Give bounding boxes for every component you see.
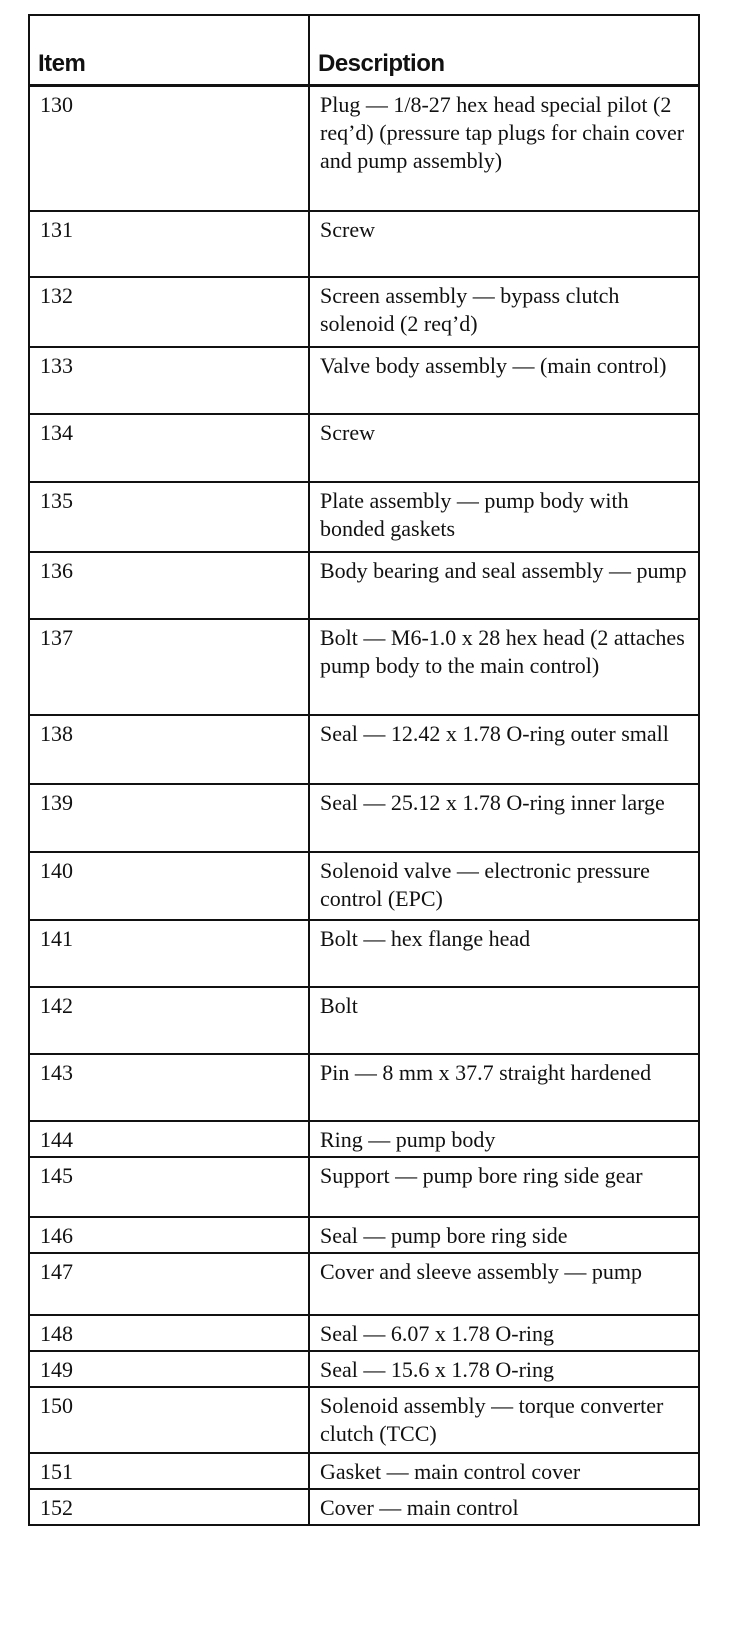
description-cell: Solenoid valve — electronic pressure control (EPC): [309, 852, 699, 920]
table-row: [29, 85, 699, 211]
item-number-cell: 141: [29, 920, 309, 987]
description-cell: Bolt — hex flange head: [309, 920, 699, 987]
table-row: [29, 619, 699, 715]
item-number-cell: 140: [29, 852, 309, 920]
item-number-cell: 152: [29, 1489, 309, 1525]
table-row: [29, 1489, 699, 1525]
item-number-cell: 145: [29, 1157, 309, 1217]
table-row: [29, 414, 699, 482]
table-row: [29, 347, 699, 414]
table-row: [29, 715, 699, 784]
table-header: [29, 15, 699, 85]
description-cell: Cover and sleeve assembly — pump: [309, 1253, 699, 1315]
table-row: [29, 1217, 699, 1253]
description-cell: Support — pump bore ring side gear: [309, 1157, 699, 1217]
table-row: [29, 277, 699, 347]
item-number-cell: 130: [29, 85, 309, 211]
table-row: [29, 482, 699, 552]
table-row: [29, 552, 699, 619]
table-row: [29, 211, 699, 277]
description-cell: Plug — 1/8-27 hex head special pilot (2 req’d) (pressure tap plugs for chain cover and pump assembly): [309, 85, 699, 211]
description-cell: Seal — 25.12 x 1.78 O-ring inner large: [309, 784, 699, 852]
table-body: [29, 85, 699, 1525]
table-row: [29, 1157, 699, 1217]
item-number-cell: 131: [29, 211, 309, 277]
item-number-cell: 133: [29, 347, 309, 414]
description-cell: Seal — pump bore ring side: [309, 1217, 699, 1253]
item-number-cell: 135: [29, 482, 309, 552]
description-cell: Seal — 6.07 x 1.78 O-ring: [309, 1315, 699, 1351]
description-cell: Cover — main control: [309, 1489, 699, 1525]
description-cell: Plate assembly — pump body with bonded gaskets: [309, 482, 699, 552]
table-row: [29, 920, 699, 987]
description-cell: Bolt — M6-1.0 x 28 hex head (2 attaches pump body to the main control): [309, 619, 699, 715]
description-cell: Screen assembly — bypass clutch solenoid (2 req’d): [309, 277, 699, 347]
table-row: [29, 852, 699, 920]
description-cell: Pin — 8 mm x 37.7 straight hardened: [309, 1054, 699, 1121]
table-row: [29, 1054, 699, 1121]
item-number-cell: 148: [29, 1315, 309, 1351]
item-number-cell: 132: [29, 277, 309, 347]
item-number-cell: 146: [29, 1217, 309, 1253]
description-cell: Screw: [309, 414, 699, 482]
description-cell: Seal — 15.6 x 1.78 O-ring: [309, 1351, 699, 1387]
item-column-header: Item: [29, 15, 309, 85]
table-row: [29, 987, 699, 1054]
description-cell: Screw: [309, 211, 699, 277]
table-row: [29, 1387, 699, 1453]
table-row: [29, 1453, 699, 1489]
item-number-cell: 147: [29, 1253, 309, 1315]
item-number-cell: 139: [29, 784, 309, 852]
description-cell: Valve body assembly — (main control): [309, 347, 699, 414]
item-number-cell: 138: [29, 715, 309, 784]
item-number-cell: 134: [29, 414, 309, 482]
description-cell: Solenoid assembly — torque converter clutch (TCC): [309, 1387, 699, 1453]
item-number-cell: 149: [29, 1351, 309, 1387]
description-cell: Body bearing and seal assembly — pump: [309, 552, 699, 619]
item-number-cell: 137: [29, 619, 309, 715]
item-number-cell: 143: [29, 1054, 309, 1121]
header-row: [29, 15, 699, 85]
item-number-cell: 151: [29, 1453, 309, 1489]
table-row: [29, 1351, 699, 1387]
parts-table: [28, 14, 700, 1526]
description-cell: Seal — 12.42 x 1.78 O-ring outer small: [309, 715, 699, 784]
description-column-header: Description: [309, 15, 699, 85]
item-number-cell: 142: [29, 987, 309, 1054]
table-row: [29, 1315, 699, 1351]
item-number-cell: 150: [29, 1387, 309, 1453]
table-row: [29, 1253, 699, 1315]
item-number-cell: 144: [29, 1121, 309, 1157]
description-cell: Gasket — main control cover: [309, 1453, 699, 1489]
description-cell: Bolt: [309, 987, 699, 1054]
table-row: [29, 784, 699, 852]
item-number-cell: 136: [29, 552, 309, 619]
description-cell: Ring — pump body: [309, 1121, 699, 1157]
table-row: [29, 1121, 699, 1157]
